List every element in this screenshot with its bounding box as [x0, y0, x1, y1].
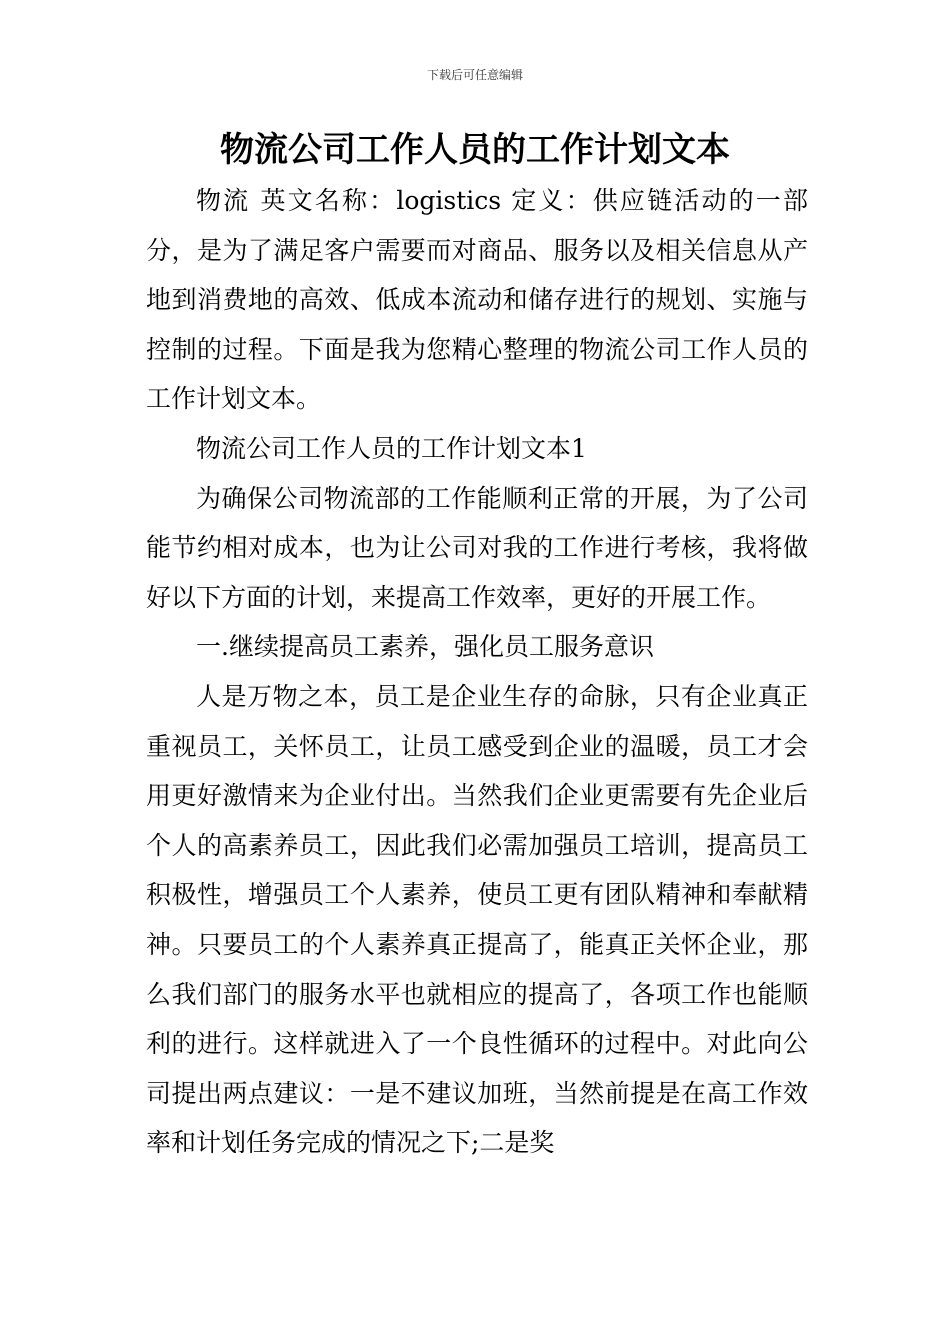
intro-paragraph: 物流 英文名称：logistics 定义：供应链活动的一部分，是为了满足客户需要而对商品、服务以及相关信息从产地到消费地的高效、低成本流动和储存进行的规划、实施与控制的过程。下面是我为您精心整理的物流公司工作人员的工作计划文本。 — [146, 186, 808, 414]
body-paragraph: 人是万物之本，员工是企业生存的命脉，只有企业真正重视员工，关怀员工，让员工感受到企业的温暖，员工才会用更好激情来为企业付出。当然我们企业更需要有先企业后个人的高素养员工，因此我们必需加强员工培训，提高员工积极性，增强员工个人素养，使员工更有团队精神和奉献精神。只要员工的个人素养真正提高了，能真正关怀企业，那么我们部门的服务水平也就相应的提高了，各项工作也能顺利的进行。这样就进入了一个良性循环的过程中。对此向公司提出两点建议：一是不建议加班，当然前提是在高工作效率和计划任务完成的情况之下;二是奖 — [146, 681, 808, 1158]
header-note: 下载后可任意编辑 — [426, 68, 523, 82]
document-title: 物流公司工作人员的工作计划文本 — [220, 130, 730, 170]
body-paragraph: 为确保公司物流部的工作能顺利正常的开展，为了公司能节约相对成本，也为让公司对我的工作进行考核，我将做好以下方面的计划，来提高工作效率，更好的开展工作。 — [146, 483, 808, 612]
document-body — [146, 176, 808, 1168]
section-heading: 物流公司工作人员的工作计划文本1 — [196, 433, 587, 463]
subsection-heading: 一.继续提高员工素养，强化员工服务意识 — [196, 632, 654, 662]
